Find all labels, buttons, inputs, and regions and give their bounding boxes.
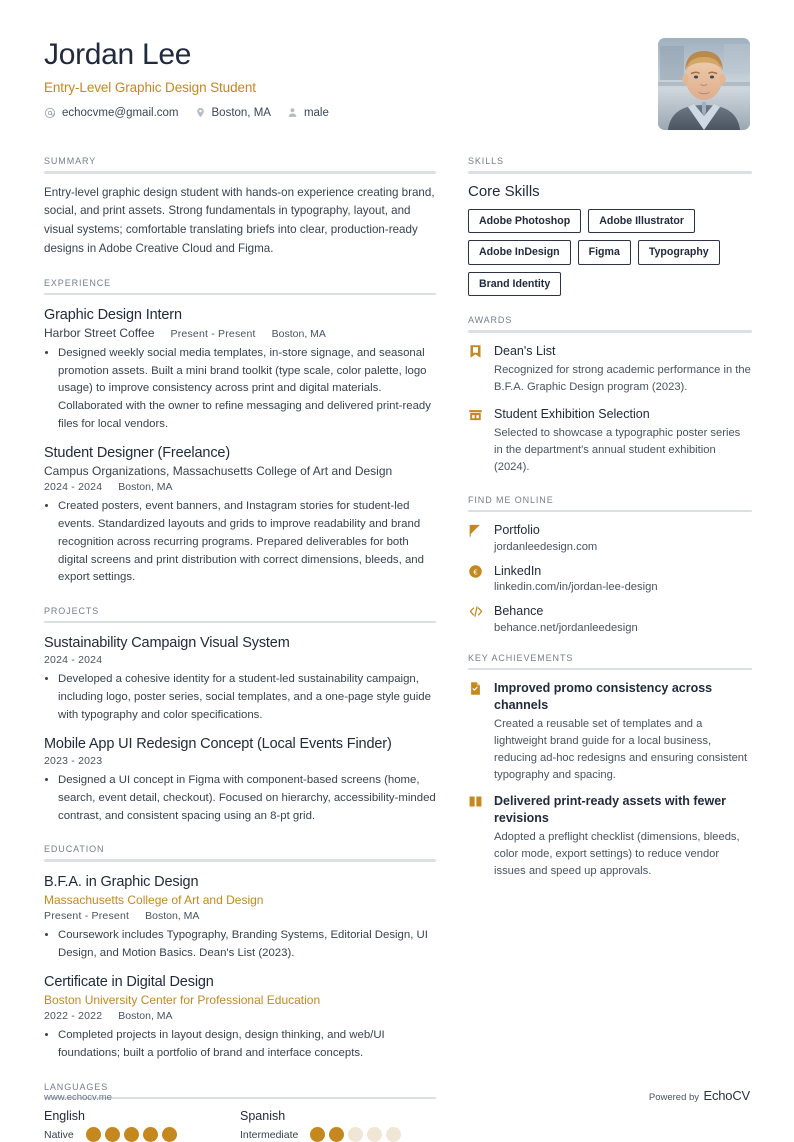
- section-label-education: EDUCATION: [44, 844, 105, 855]
- section-divider: [44, 621, 436, 624]
- section-label-skills: SKILLS: [468, 156, 504, 166]
- right-column: [468, 156, 752, 880]
- award-item: [468, 406, 752, 476]
- award-name: Student Exhibition Selection: [494, 406, 650, 421]
- document-check-icon: [468, 680, 485, 696]
- education-location: Boston, MA: [145, 909, 200, 922]
- online-item-linkedin[interactable]: [468, 563, 752, 594]
- section-divider: [44, 293, 436, 296]
- coin-euro-icon: [468, 563, 485, 579]
- section-label-online: FIND ME ONLINE: [468, 494, 554, 505]
- rating-dot: [143, 1127, 158, 1142]
- section-divider: [468, 668, 752, 671]
- contact-gender: [287, 106, 329, 119]
- award-description: Recognized for strong academic performance in the B.F.A. Graphic Design program (2023).: [494, 364, 751, 394]
- resume-header: [44, 38, 750, 130]
- education-school: Boston University Center for Professional Education: [44, 993, 321, 1008]
- resume-body: [44, 156, 750, 1142]
- footer-powered-by: [649, 1087, 750, 1105]
- achievement-item: [468, 793, 752, 879]
- section-label-projects: PROJECTS: [44, 605, 100, 616]
- section-label-achievements: KEY ACHIEVEMENTS: [468, 652, 574, 663]
- page-title: Jordan Lee: [44, 38, 192, 71]
- list-item: • Completed projects in layout design, design thinking, and web/UI foundations; built a portfolio of brand and interface concepts.: [58, 1027, 436, 1062]
- location-pin-icon: [195, 106, 206, 119]
- section-education: [44, 844, 436, 1062]
- rating-dot: [310, 1127, 325, 1142]
- online-url[interactable]: behance.net/jordanleedesign: [494, 621, 638, 634]
- project-dates: 2024 - 2024: [44, 654, 103, 667]
- section-skills: [468, 156, 752, 296]
- exhibition-building-icon: [468, 406, 485, 422]
- rating-dot: [105, 1127, 120, 1142]
- achievement-name: Improved promo consistency across channels: [494, 681, 713, 712]
- language-rating-dots: [86, 1127, 177, 1142]
- online-body: [494, 603, 752, 634]
- rating-dot: [329, 1127, 344, 1142]
- experience-org: Campus Organizations, Massachusetts College of Art and Design: [44, 464, 393, 479]
- skill-chip: Brand Identity: [468, 272, 561, 297]
- rating-dot: [367, 1127, 382, 1142]
- section-label-awards: AWARDS: [468, 315, 513, 326]
- experience-item: [44, 445, 436, 586]
- experience-meta: [44, 481, 436, 493]
- section-divider: [44, 171, 436, 174]
- experience-bullets: [58, 498, 436, 586]
- headline: Entry-Level Graphic Design Student: [44, 80, 256, 95]
- experience-org: Harbor Street Coffee: [44, 326, 155, 341]
- project-name: Mobile App UI Redesign Concept (Local Events Finder): [44, 736, 392, 753]
- skill-chip-list: [468, 209, 752, 297]
- online-url[interactable]: linkedin.com/in/jordan-lee-design: [494, 581, 658, 594]
- footer-powered-label: Powered by: [648, 1092, 700, 1103]
- section-label-summary: SUMMARY: [44, 156, 97, 166]
- contact-row: [44, 106, 329, 119]
- list-item: • Developed a cohesive identity for a student-led sustainability campaign, including logo, poster series, social templates, and a one-page style guide with typography and color specifications.: [58, 671, 436, 724]
- language-name: English: [44, 1109, 85, 1124]
- page-footer: [44, 1087, 750, 1105]
- open-book-icon: [468, 793, 485, 809]
- list-item: • Designed weekly social media templates, in-store signage, and seasonal promotion assets. Built a mini brand toolkit (type scale, color palette, logo usage) to improve consistency across print and digital materials. Collaborated with the owner to refine messaging and delivered print-ready files for local vendors.: [58, 345, 436, 433]
- language-name: Spanish: [240, 1109, 286, 1124]
- award-bookmark-icon: [468, 343, 485, 359]
- section-divider: [468, 171, 752, 174]
- language-level: Native: [44, 1128, 74, 1141]
- section-summary: [44, 156, 436, 259]
- education-degree: B.F.A. in Graphic Design: [44, 873, 199, 890]
- avatar-photo: [658, 38, 750, 130]
- online-url[interactable]: jordanleedesign.com: [494, 540, 598, 553]
- header-text-block: [44, 38, 329, 119]
- award-name: Dean's List: [494, 343, 556, 358]
- project-bullets: [58, 772, 436, 825]
- language-rating-dots: [310, 1127, 401, 1142]
- award-body: [494, 343, 752, 396]
- section-awards: [468, 315, 752, 475]
- experience-location: Boston, MA: [271, 328, 326, 341]
- education-location: Boston, MA: [118, 1010, 173, 1023]
- achievement-body: [494, 680, 752, 783]
- education-item: [44, 974, 436, 1062]
- person-icon: [287, 106, 298, 119]
- section-experience: [44, 278, 436, 587]
- project-name: Sustainability Campaign Visual System: [44, 635, 290, 652]
- rating-dot: [124, 1127, 139, 1142]
- education-dates: Present - Present: [44, 909, 130, 922]
- footer-brand: EchoCV: [703, 1088, 750, 1103]
- skill-chip: Adobe Illustrator: [588, 209, 695, 234]
- education-school: Massachusetts College of Art and Design: [44, 892, 264, 907]
- contact-email[interactable]: [44, 107, 179, 119]
- experience-bullets: [58, 345, 436, 433]
- rating-dot: [386, 1127, 401, 1142]
- achievement-body: [494, 793, 752, 879]
- online-body: [494, 522, 752, 553]
- online-label: Portfolio: [494, 523, 540, 538]
- online-item-behance[interactable]: [468, 603, 752, 634]
- skill-chip: Typography: [638, 240, 720, 265]
- list-item: • Designed a UI concept in Figma with component-based screens (home, search, event detail, checkout). Focused on hierarchy, accessibility-minded contrast, and consistent spacing using an 8-pt grid.: [58, 772, 436, 825]
- summary-text: Entry-level graphic design student with hands-on experience creating brand, social, and print assets. Strong fundamentals in typography, layout, and visual systems; comfortable translating briefs into clear, production-ready designs in Adobe Creative Cloud and Figma.: [44, 185, 435, 255]
- language-level-row: [240, 1127, 436, 1142]
- language-item: [44, 1109, 240, 1142]
- skill-chip: Adobe InDesign: [468, 240, 571, 265]
- contact-location-value: Boston, MA: [211, 106, 271, 119]
- skill-chip: Adobe Photoshop: [468, 209, 581, 234]
- avatar: [658, 38, 750, 130]
- online-item-portfolio[interactable]: [468, 522, 752, 553]
- footer-site[interactable]: www.echocv.me: [44, 1092, 112, 1103]
- list-item: • Coursework includes Typography, Branding Systems, Editorial Design, UI Design, and Motion Basics. Dean's List (2023).: [58, 927, 436, 962]
- section-key-achievements: [468, 653, 752, 880]
- language-level: Intermediate: [240, 1128, 299, 1141]
- experience-dates: 2024 - 2024: [44, 481, 103, 494]
- rating-dot: [348, 1127, 363, 1142]
- skill-chip: Figma: [578, 240, 631, 265]
- section-divider: [468, 510, 752, 513]
- project-dates: 2023 - 2023: [44, 755, 103, 768]
- list-item: • Created posters, event banners, and Instagram stories for student-led events. Standardized layouts and grids to improve readability and brand recognition across recurring programs. Prepared deliverables for both digital screens and print distribution with correct dimensions, bleeds, and export settings.: [58, 498, 436, 586]
- award-description: Selected to showcase a typographic poster series in the department's annual student exhibition (2024).: [494, 427, 741, 473]
- education-degree: Certificate in Digital Design: [44, 974, 214, 991]
- education-meta: [44, 910, 436, 922]
- language-item: [240, 1109, 436, 1142]
- rating-dot: [86, 1127, 101, 1142]
- achievement-description: Adopted a preflight checklist (dimensions, bleeds, color mode, export settings) to reduce vendor issues and speed up approvals.: [494, 831, 740, 878]
- online-label: Behance: [494, 604, 544, 619]
- achievement-name: Delivered print-ready assets with fewer revisions: [494, 794, 727, 825]
- contact-location: [195, 106, 271, 119]
- section-label-experience: EXPERIENCE: [44, 277, 112, 288]
- email-icon: [44, 107, 56, 119]
- education-item: [44, 874, 436, 962]
- online-body: [494, 563, 752, 594]
- section-divider: [468, 330, 752, 333]
- rating-dot: [162, 1127, 177, 1142]
- contact-email-value: echocvme@gmail.com: [62, 106, 179, 119]
- section-label-languages: LANGUAGES: [44, 1081, 109, 1092]
- skills-group-label: Core Skills: [468, 182, 540, 200]
- experience-meta: [44, 326, 436, 340]
- online-label: LinkedIn: [494, 563, 542, 578]
- svg-text:€: €: [473, 567, 478, 577]
- section-divider: [44, 859, 436, 862]
- language-level-row: [44, 1127, 240, 1142]
- experience-role: Graphic Design Intern: [44, 307, 182, 324]
- education-dates: 2022 - 2022: [44, 1010, 103, 1023]
- code-brackets-icon: [468, 603, 485, 619]
- experience-item: [44, 307, 436, 433]
- education-bullets: [58, 1027, 436, 1062]
- experience-role: Student Designer (Freelance): [44, 445, 231, 462]
- project-item: [44, 635, 436, 724]
- award-body: [494, 406, 752, 476]
- section-projects: [44, 606, 436, 826]
- project-bullets: [58, 671, 436, 724]
- section-find-me-online: [468, 495, 752, 634]
- achievement-item: [468, 680, 752, 783]
- award-item: [468, 343, 752, 396]
- achievement-description: Created a reusable set of templates and a lightweight brand guide for a local business, reducing ad-hoc redesigns and ensuring consistent typography and spacing.: [494, 718, 748, 781]
- experience-dates: Present - Present: [170, 328, 256, 341]
- languages-grid: [44, 1109, 436, 1142]
- experience-location: Boston, MA: [118, 481, 173, 494]
- education-bullets: [58, 927, 436, 962]
- education-meta: [44, 1010, 436, 1022]
- project-item: [44, 736, 436, 825]
- left-column: [44, 156, 436, 1142]
- contact-gender-value: male: [303, 106, 329, 119]
- flag-icon: [468, 522, 485, 538]
